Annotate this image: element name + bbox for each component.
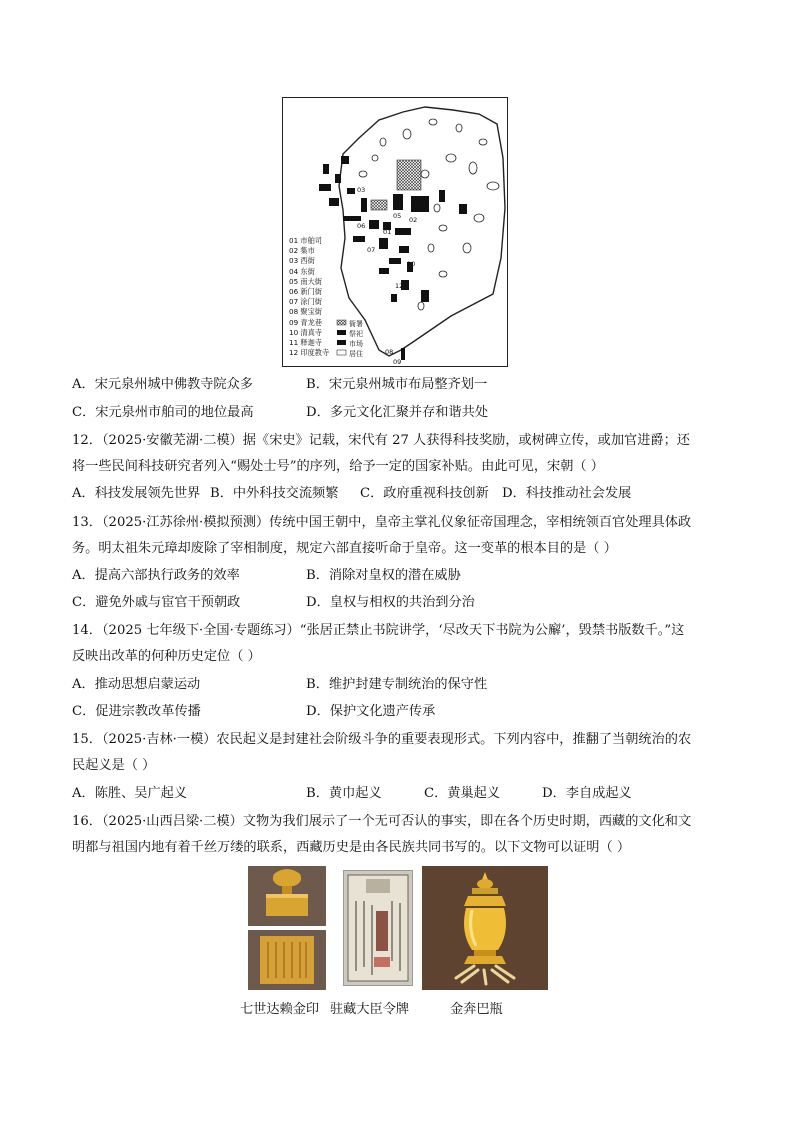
q13-option-a[interactable]: A．提高六部执行政务的效率 [72,568,240,583]
q13-option-c[interactable]: C．避免外戚与宦官干预朝政 [72,595,241,610]
q11-option-c[interactable]: C．宋元泉州市舶司的地位最高 [72,405,254,420]
q12-option-a[interactable]: A．科技发展领先世界 [72,486,201,501]
caption-golden-seal: 七世达赖金印 [240,1002,320,1017]
q16-stem-line1: 16．（2025·山西吕梁·二模）文物为我们展示了一个无可否认的事实，即在各个历史时期，西藏的文化和文 [72,814,692,829]
quanzhou-city-map [282,97,508,367]
q14-option-c[interactable]: C．促进宗教改革传播 [72,704,201,719]
key-label: 祭祀 [349,330,363,338]
q13-stem-line2: 务。明太祖朱元璋却废除了宰相制度，规定六部直接听命于皇帝。这一变革的根本目的是（ ） [72,541,617,556]
map-label: 01 [383,228,392,236]
map-label: 12 [395,282,404,290]
legend-item: 03 西街 [289,256,315,266]
q15-stem-line2: 民起义是（ ） [72,758,156,773]
map-label: 02 [409,216,418,224]
q15-option-b[interactable]: B．黄巾起义 [306,786,382,801]
map-legend [289,236,329,358]
q15-option-c[interactable]: C．黄巢起义 [424,786,501,801]
q15-stem-line1: 15．（2025·吉林·一模）农民起义是封建社会阶级斗争的重要表现形式。下列内容中，推翻了当朝统治的农 [72,732,692,747]
q11-option-b[interactable]: B．宋元泉州城市布局整齐划一 [306,377,488,392]
q12-option-c[interactable]: C．政府重视科技创新 [360,486,489,501]
map-label: 04 [421,204,430,212]
legend-item: 06 新门街 [289,287,322,297]
map-label: 05 [393,212,402,220]
golden-urn-photo [422,866,548,990]
map-label: 08 [385,348,394,356]
caption-golden-urn: 金奔巴瓶 [450,1002,503,1017]
command-tablet-photo [343,870,413,986]
q12-option-b[interactable]: B．中外科技交流频繁 [210,486,339,501]
q11-option-d[interactable]: D．多元文化汇聚并存和谐共处 [306,405,489,420]
legend-item: 08 聚宝街 [289,307,322,317]
map-label: 09 [393,358,402,366]
golden-seal-photo [248,866,326,990]
legend-item: 12 印度教寺 [289,348,330,358]
q14-stem-line2: 反映出改革的何种历史定位（ ） [72,649,261,664]
legend-item: 10 清真寺 [289,327,322,337]
q14-option-d[interactable]: D．保护文化遗产传承 [306,704,436,719]
map-label: 06 [357,222,366,230]
q14-stem-line1: 14．（2025 七年级下·全国·专题练习）“张居正禁止书院讲学，‘尽改天下书院为公廨’，毁禁书版数千。”这 [72,623,685,638]
q14-option-b[interactable]: B．维护封建专制统治的保守性 [306,677,488,692]
q12-option-d[interactable]: D．科技推动社会发展 [502,486,632,501]
q13-stem-line1: 13．（2025·江苏徐州·模拟预测）传统中国王朝中，皇帝主掌礼仪象征帝国理念，宰相统领百官处理具体政 [72,515,692,530]
q11-option-a[interactable]: A．宋元泉州城中佛教寺院众多 [72,377,253,392]
legend-item: 04 东街 [289,266,315,276]
caption-command-tablet: 驻藏大臣令牌 [330,1002,410,1017]
q13-option-b[interactable]: B．消除对皇权的潜在威胁 [306,568,461,583]
map-label: 10 [407,260,416,268]
legend-item: 07 涂门街 [289,297,322,307]
key-label: 市场 [349,340,363,348]
legend-item: 01 市舶司 [289,236,322,245]
key-label: 衙署 [349,320,363,328]
key-label: 居住 [349,350,363,358]
legend-item: 05 南大街 [289,276,322,286]
q12-stem-line1: 12．（2025·安徽芜湖·二模）据《宋史》记载，宋代有 27 人获得科技奖励，或树碑立传，或加官进爵；还 [72,433,690,448]
q14-option-a[interactable]: A．推动思想启蒙运动 [72,677,201,692]
q16-stem-line2: 明都与祖国内地有着千丝万缕的联系，西藏历史是由各民族共同书写的。以下文物可以证明（ ） [72,840,631,855]
q12-stem-line2: 将一些民间科技研究者列入“赐处士号”的序列，给予一定的国家补贴。由此可见，宋朝（ ） [72,459,604,474]
legend-item: 11 释迦寺 [289,338,322,348]
map-label: 03 [357,186,366,194]
map-label: 07 [367,246,376,254]
q13-option-d[interactable]: D．皇权与相权的共治到分治 [306,595,475,610]
legend-item: 09 青龙巷 [289,317,322,327]
legend-item: 02 集市 [289,246,315,256]
q15-option-d[interactable]: D．李自成起义 [542,786,632,801]
q15-option-a[interactable]: A．陈胜、吴广起义 [72,786,188,801]
